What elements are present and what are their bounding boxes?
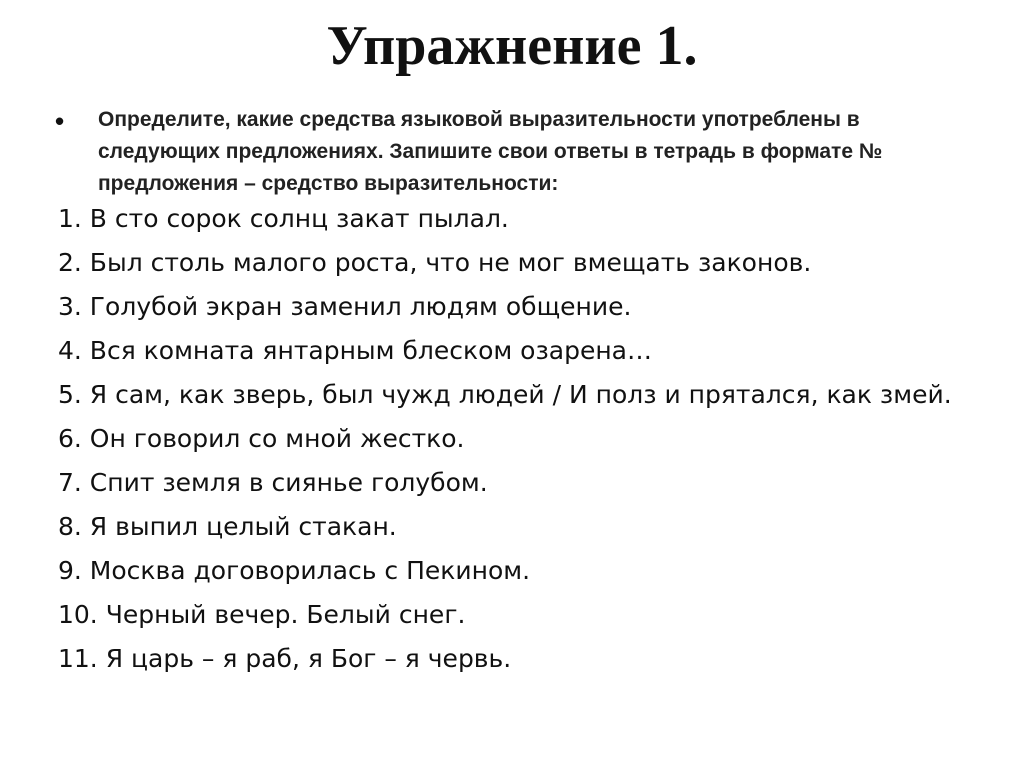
instruction-text: Определите, какие средства языковой выразительности употреблены в следующих предложениях. Запишите свои ответы в тетрадь в формате № предложения – средство выразительности: bbox=[98, 108, 883, 195]
slide-title: Упражнение 1. bbox=[326, 15, 698, 77]
sentence-item-9: 9. Москва договорилась с Пекином. bbox=[58, 556, 531, 585]
sentence-item-2: 2. Был столь малого роста, что не мог вмещать законов. bbox=[58, 248, 812, 277]
sentence-item-1: 1. В сто сорок солнц закат пылал. bbox=[58, 204, 509, 233]
sentence-list bbox=[58, 202, 978, 686]
sentence-item-7: 7. Спит земля в сиянье голубом. bbox=[58, 468, 488, 497]
sentence-item-6: 6. Он говорил со мной жестко. bbox=[58, 424, 465, 453]
sentence-item-5: 5. Я сам, как зверь, был чужд людей / И полз и прятался, как змей. bbox=[58, 380, 952, 409]
bullet-icon: • bbox=[55, 106, 65, 136]
sentence-item-4: 4. Вся комната янтарным блеском озарена… bbox=[58, 336, 653, 365]
sentence-item-3: 3. Голубой экран заменил людям общение. bbox=[58, 292, 632, 321]
sentence-item-8: 8. Я выпил целый стакан. bbox=[58, 512, 397, 541]
sentence-item-10: 10. Черный вечер. Белый снег. bbox=[58, 600, 466, 629]
task-block bbox=[55, 104, 955, 200]
sentence-item-11: 11. Я царь – я раб, я Бог – я червь. bbox=[58, 644, 512, 673]
